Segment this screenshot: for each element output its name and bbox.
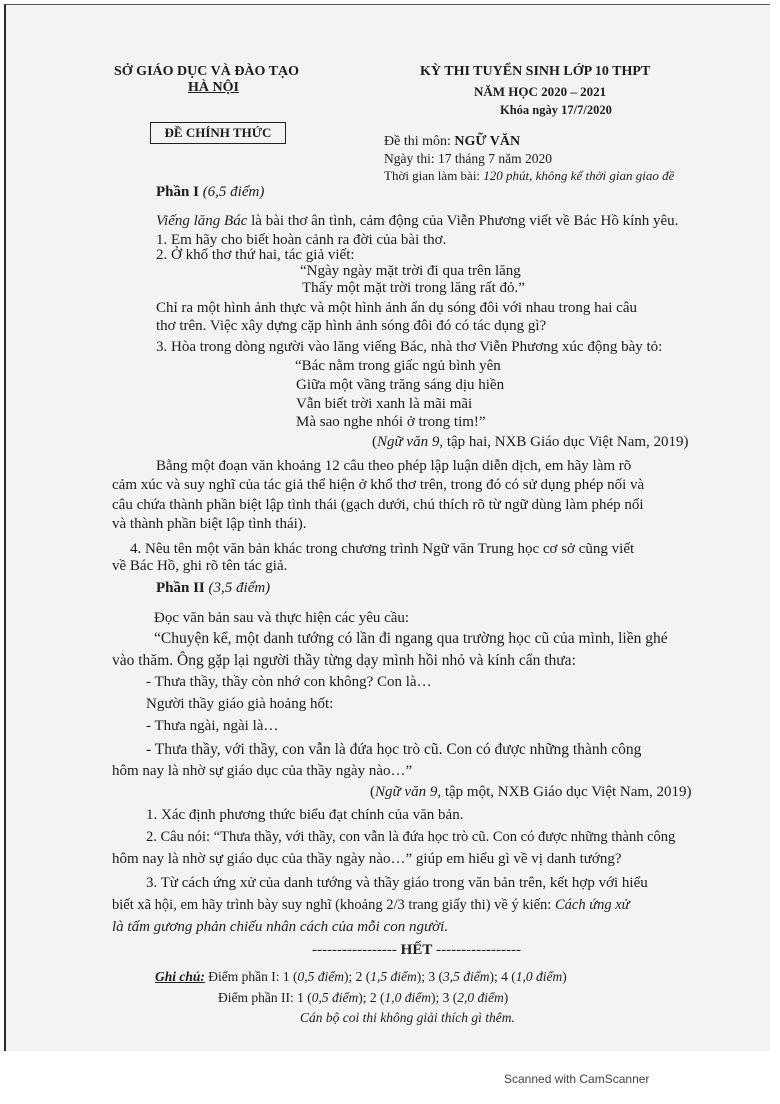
time-line bbox=[384, 168, 674, 184]
end-marker bbox=[312, 941, 521, 960]
subject-label: Đề thi môn: bbox=[384, 134, 451, 149]
exam-title: KỲ THI TUYỂN SINH LỚP 10 THPT bbox=[420, 64, 651, 79]
end-label: HẾT bbox=[400, 942, 433, 958]
quote2-line2: Giữa một vầng trăng sáng dịu hiền bbox=[296, 377, 505, 393]
part1-q3-task-line2: cảm xúc và suy nghĩ của tác giả thể hiện ở khổ thơ trên, trong đó có sử dụng phép nối và bbox=[112, 477, 645, 493]
quote2-line3: Vẫn biết trời xanh là mãi mãi bbox=[296, 396, 473, 412]
end-dashes-right: ----------------- bbox=[436, 942, 522, 958]
note2-f: ) bbox=[503, 990, 509, 1005]
note2-b: ); 2 ( bbox=[358, 990, 385, 1005]
department-name: SỞ GIÁO DỤC VÀ ĐÀO TẠO bbox=[114, 64, 300, 79]
note1-e: 3,5 điểm bbox=[443, 969, 490, 984]
note-line2 bbox=[218, 988, 508, 1007]
part1-q3: 3. Hòa trong dòng người vào lăng viếng Bác, nhà thơ Viễn Phương xúc động bày tỏ: bbox=[156, 339, 663, 355]
part1-q3-task-line3: câu chứa thành phần biệt lập tình thái (gạch dưới, chú thích rõ từ ngữ dùng làm phép nối bbox=[112, 497, 644, 513]
note-label: Ghi chú: bbox=[155, 969, 205, 984]
part1-q4-line1: 4. Nêu tên một văn bản khác trong chương trình Ngữ văn Trung học cơ sở cũng viết bbox=[130, 541, 635, 557]
note-line1 bbox=[155, 967, 567, 986]
part2-text-line5: - Thưa ngài, ngài là… bbox=[146, 718, 279, 734]
school-year: NĂM HỌC 2020 – 2021 bbox=[474, 84, 607, 99]
note2-prefix: Điểm phần II: 1 ( bbox=[218, 990, 312, 1005]
note2-e: 2,0 điểm bbox=[457, 990, 504, 1005]
source-book-2: Ngữ văn 9 bbox=[375, 784, 438, 800]
exam-date-header: Khóa ngày 17/7/2020 bbox=[500, 103, 612, 117]
part2-text-line6: - Thưa thầy, với thầy, con vẫn là đứa học trò cũ. Con có được những thành công bbox=[146, 741, 642, 758]
camscanner-watermark: Scanned with CamScanner bbox=[504, 1072, 650, 1086]
note1-b: ); 2 ( bbox=[344, 969, 371, 984]
part1-points: (6,5 điểm) bbox=[202, 184, 265, 200]
part2-text-line3: - Thưa thầy, thầy còn nhớ con không? Con là… bbox=[146, 674, 432, 690]
part2-q3-line1: 3. Từ cách ứng xử của danh tướng và thầy giáo trong văn bản trên, kết hợp với hiểu bbox=[146, 875, 648, 891]
part1-q3-task-line4: và thành phần biệt lập tình thái). bbox=[112, 516, 307, 532]
note1-c: 1,5 điểm bbox=[370, 969, 417, 984]
city-name: HÀ NỘI bbox=[188, 80, 239, 95]
part1-title: Phần I bbox=[156, 184, 199, 200]
part1-heading bbox=[156, 183, 264, 202]
time-value: 120 phút, không kể thời gian giao đề bbox=[483, 168, 675, 183]
source-open-paren-2: ( bbox=[370, 784, 375, 800]
note1-h: ) bbox=[562, 969, 567, 984]
part2-q1: 1. Xác định phương thức biểu đạt chính của văn bản. bbox=[146, 807, 464, 823]
part2-q3-line2 bbox=[112, 896, 630, 915]
note1-f: ); 4 ( bbox=[489, 969, 516, 984]
quote2-line4: Mà sao nghe nhói ở trong tim!” bbox=[296, 414, 486, 430]
note2-c: 1,0 điểm bbox=[384, 990, 431, 1005]
note-line3: Cán bộ coi thi không giải thích gì thêm. bbox=[300, 1010, 515, 1025]
part2-text-line7: hôm nay là nhờ sự giáo dục của thầy ngày nào…” bbox=[112, 763, 413, 779]
subject-line bbox=[384, 134, 520, 150]
part1-q3-task-line1: Bằng một đoạn văn khoảng 12 câu theo phép lập luận diễn dịch, em hãy làm rõ bbox=[156, 458, 632, 474]
part2-title: Phần II bbox=[156, 580, 205, 596]
part1-q1: 1. Em hãy cho biết hoàn cảnh ra đời của bài thơ. bbox=[156, 232, 447, 248]
part1-q4-line2: về Bác Hồ, ghi rõ tên tác giả. bbox=[112, 558, 288, 574]
official-exam-box: ĐỀ CHÍNH THỨC bbox=[150, 122, 286, 144]
end-dashes-left: ----------------- bbox=[312, 942, 397, 958]
part2-points: (3,5 điểm) bbox=[208, 580, 271, 596]
part2-text-line1: “Chuyện kể, một danh tướng có lần đi ngang qua trường học cũ của mình, liền ghé bbox=[154, 630, 668, 647]
part2-text-line2: vào thăm. Ông gặp lại người thầy từng dạy mình hồi nhỏ và kính cẩn thưa: bbox=[112, 652, 576, 669]
part2-heading bbox=[156, 579, 270, 598]
part2-q2-line2: hôm nay là nhờ sự giáo dục của thầy ngày nào…” giúp em hiểu gì về vị danh tướng? bbox=[112, 851, 622, 867]
part1-q2-task-line1: Chỉ ra một hình ảnh thực và một hình ảnh ẩn dụ sóng đôi với nhau trong hai câu bbox=[156, 300, 637, 316]
part2-q3-line2-plain: biết xã hội, em hãy trình bày suy nghĩ (khoảng 2/3 trang giấy thi) về ý kiến: bbox=[112, 897, 555, 913]
exam-date-line: Ngày thi: 17 tháng 7 năm 2020 bbox=[384, 151, 552, 166]
note1-a: 0,5 điểm bbox=[297, 969, 344, 984]
part1-source bbox=[372, 433, 689, 452]
source-detail: , tập hai, NXB Giáo dục Việt Nam, 2019) bbox=[439, 434, 689, 450]
note2-a: 0,5 điểm bbox=[311, 990, 359, 1005]
source-detail-2: , tập một, NXB Giáo dục Việt Nam, 2019) bbox=[437, 784, 692, 800]
part2-q3-line3: là tấm gương phản chiếu nhân cách của mỗi con người. bbox=[112, 919, 449, 935]
note1-prefix: Điểm phần I: 1 ( bbox=[208, 969, 298, 984]
part2-q3-line2-italic: Cách ứng xử bbox=[554, 897, 630, 913]
note1-g: 1,0 điểm bbox=[515, 969, 563, 984]
time-label: Thời gian làm bài: bbox=[384, 168, 481, 183]
part2-instruction: Đọc văn bản sau và thực hiện các yêu cầu: bbox=[154, 610, 410, 626]
part1-q2: 2. Ở khổ thơ thứ hai, tác giả viết: bbox=[156, 247, 355, 263]
part1-intro-rest: là bài thơ ân tình, cảm động của Viễn Phương viết về Bác Hồ kính yêu. bbox=[247, 213, 679, 229]
part1-q2-task-line2: thơ trên. Việc xây dựng cặp hình ảnh sóng đôi đó có tác dụng gì? bbox=[156, 318, 547, 334]
source-book: Ngữ văn 9 bbox=[377, 434, 440, 450]
note1-d: ); 3 ( bbox=[416, 969, 443, 984]
part2-source bbox=[370, 783, 692, 802]
subject-value: NGỮ VĂN bbox=[454, 134, 521, 149]
quote2-line1: “Bác nằm trong giấc ngủ bình yên bbox=[295, 358, 501, 374]
part2-text-line4: Người thầy giáo già hoảng hốt: bbox=[146, 696, 334, 712]
part2-q2-line1: 2. Câu nói: “Thưa thầy, với thầy, con vẫn là đứa học trò cũ. Con có được những thành công bbox=[146, 829, 676, 845]
quote1-line1: “Ngày ngày mặt trời đi qua trên lăng bbox=[300, 263, 521, 279]
source-open-paren: ( bbox=[372, 434, 377, 450]
part1-intro bbox=[156, 212, 678, 231]
note2-d: ); 3 ( bbox=[430, 990, 458, 1005]
quote1-line2: Thấy một mặt trời trong lăng rất đỏ.” bbox=[302, 280, 525, 296]
poem-title: Viếng lăng Bác bbox=[156, 213, 248, 229]
